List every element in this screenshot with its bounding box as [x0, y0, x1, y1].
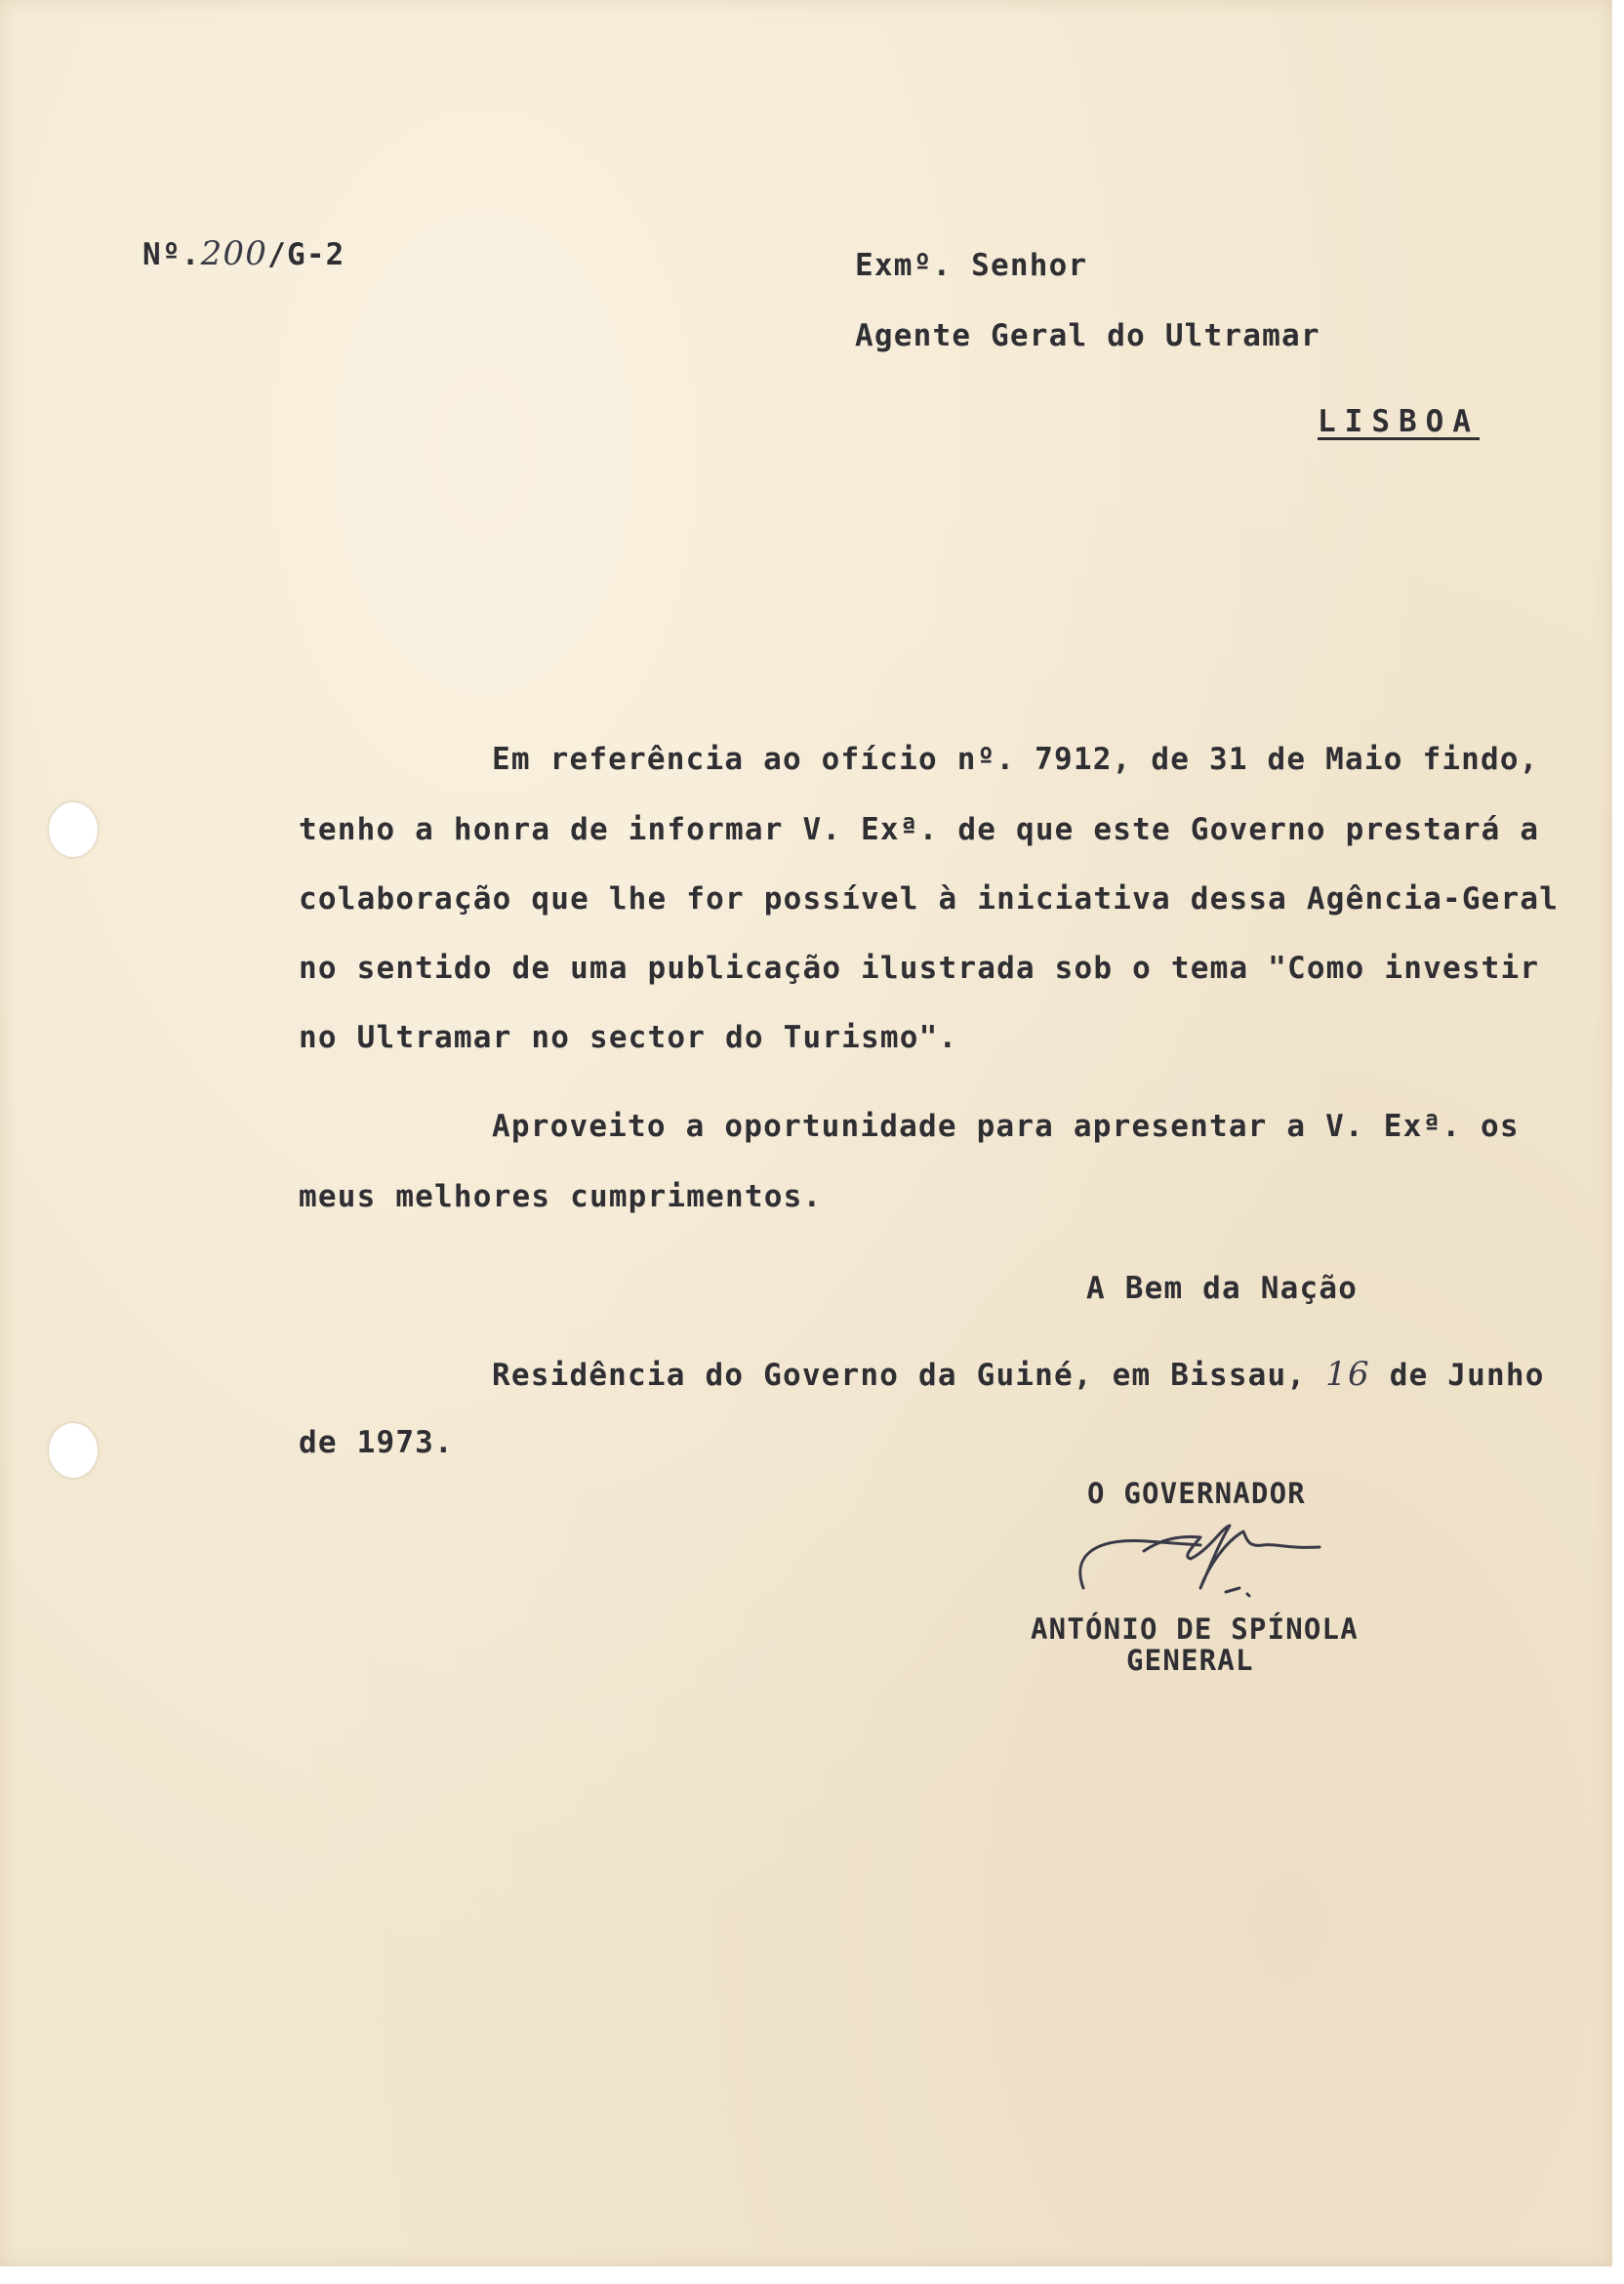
body-line: Aproveito a oportunidade para apresentar a V. Exª. os: [492, 1109, 1520, 1144]
signature-role: O GOVERNADOR: [1087, 1477, 1306, 1510]
body-line: tenho a honra de informar V. Exª. de que este Governo prestará a: [299, 812, 1540, 847]
date-year: de 1973.: [299, 1425, 454, 1460]
punch-hole: [49, 802, 98, 857]
body-line: Em referência ao ofício nº. 7912, de 31 de Maio findo,: [492, 742, 1539, 777]
body-line: no Ultramar no sector do Turismo".: [299, 1020, 958, 1055]
body-line: colaboração que lhe for possível à iniciativa dessa Agência-Geral: [299, 881, 1560, 917]
recipient-title: Agente Geral do Ultramar: [855, 318, 1320, 353]
place-date-prefix: Residência do Governo da Guiné, em Bissau,: [492, 1358, 1307, 1393]
handwritten-day: 16: [1325, 1355, 1370, 1394]
signatory-rank: GENERAL: [1126, 1644, 1254, 1677]
reference-suffix: /G-2: [267, 237, 345, 272]
punch-hole: [49, 1423, 98, 1478]
recipient-salutation: Exmº. Senhor: [855, 248, 1088, 283]
signatory-name: ANTÓNIO DE SPÍNOLA: [1031, 1612, 1359, 1646]
closing-formula: A Bem da Nação: [1086, 1271, 1359, 1306]
body-line: no sentido de uma publicação ilustrada sob o tema "Como investir: [299, 951, 1540, 986]
body-line: meus melhores cumprimentos.: [299, 1179, 823, 1214]
recipient-city: LISBOA: [1318, 404, 1480, 439]
place-date-line: [492, 1355, 1545, 1394]
handwritten-reference-number: 200: [200, 234, 268, 273]
place-date-suffix: de Junho: [1389, 1358, 1545, 1393]
handwritten-signature: [1054, 1498, 1347, 1606]
reference-prefix: Nº.: [142, 237, 201, 272]
reference-number: [142, 234, 345, 273]
